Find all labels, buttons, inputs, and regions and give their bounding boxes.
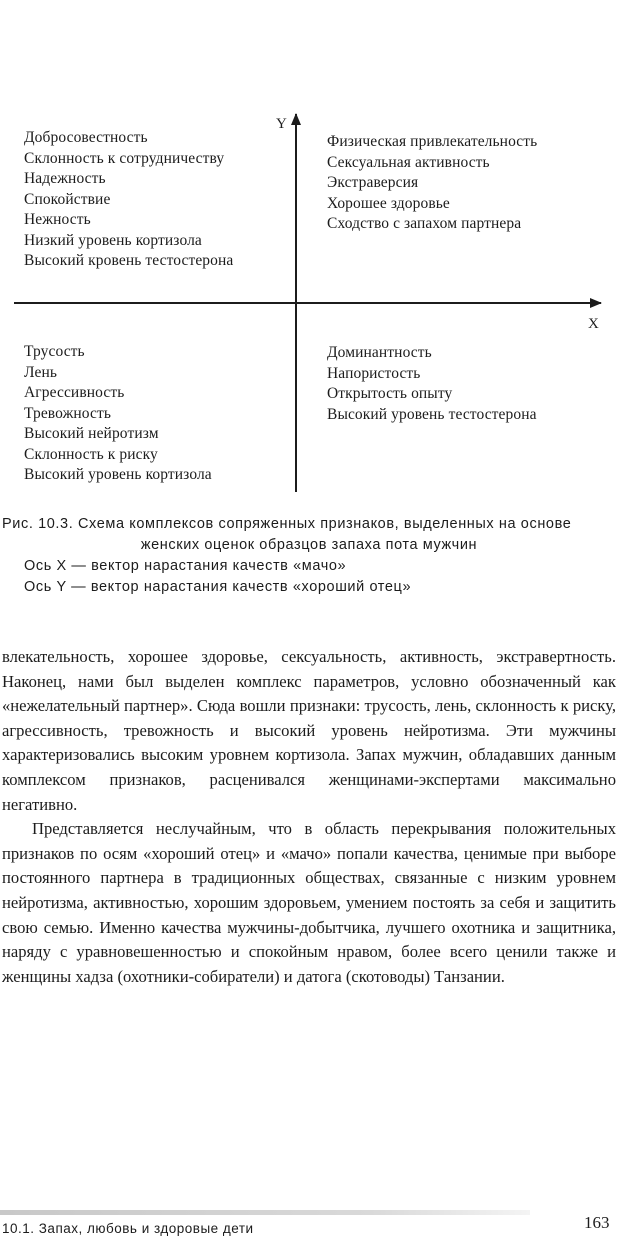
caption-title-continued: женских оценок образцов запаха пота мужчин	[140, 537, 478, 553]
figure-10-3	[0, 0, 620, 500]
trait-item: Физическая привлекательность	[327, 133, 538, 150]
trait-item: Низкий уровень кортизола	[24, 231, 202, 249]
paragraph: влекательность, хорошее здоровье, сексуальность, активность, экстравертность. Наконец, нами был выделен комплекс параметров, условно обозначенный как «нежелательный партнер». Сюда вошли признаки: трусость, лень, склонность к риску, агрессивность, тревожность и высокий уровень нейротизма. Эти мужчины характеризовались высоким уровнем кортизола. Запах мужчин, обладавших данным комплексом признаков, расценивался женщинами-экспертами максимально негативно.	[2, 647, 616, 814]
quadrant-top-right	[327, 132, 537, 235]
trait-item: Напористость	[327, 364, 421, 382]
trait-item: Лень	[24, 363, 58, 381]
trait-item: Сходство с запахом партнера	[327, 215, 522, 232]
trait-item: Хорошее здоровье	[327, 194, 450, 212]
trait-item: Добросовестность	[24, 129, 148, 146]
trait-item: Тревожность	[24, 404, 112, 422]
trait-item: Экстраверсия	[327, 174, 419, 191]
running-footer-section: 10.1. Запах, любовь и здоровые дети	[2, 1221, 254, 1236]
y-axis-label: Y	[276, 116, 287, 132]
quadrant-top-left	[24, 128, 233, 272]
trait-item: Доминантность	[327, 344, 432, 361]
trait-item: Склонность к риску	[24, 445, 158, 463]
trait-item: Высокий кровень тестостерона	[24, 252, 234, 269]
x-axis-label: X	[588, 316, 599, 332]
footer-rule	[0, 1210, 530, 1215]
caption-axis-x: Ось Х — вектор нарастания качеств «мачо»	[24, 558, 347, 574]
trait-item: Открытость опыту	[327, 385, 453, 402]
trait-item: Склонность к сотрудничеству	[24, 149, 225, 167]
trait-item: Нежность	[24, 211, 91, 228]
trait-item: Высокий уровень тестостерона	[327, 405, 537, 423]
trait-item: Высокий нейротизм	[24, 425, 159, 442]
figure-caption	[2, 514, 616, 598]
paragraph: Представляется неслучайным, что в область перекрывания положительных признаков по осям «хороший отец» и «мачо» попали качества, ценимые при выборе постоянного партнера в традиционных обществах, связанные с низким уровнем нейротизма, активностью, хорошим здоровьем, умением постоять за себя и защитить свою семью. Именно качества мужчины-добытчика, лучшего охотника и защитника, наряду с уравновешенностью и спокойным нравом, более всего ценили также и женщины хадза (охотники-собиратели) и датога (скотоводы) Танзании.	[2, 819, 616, 986]
quadrant-bottom-left	[24, 342, 212, 486]
trait-item: Надежность	[24, 170, 106, 187]
trait-item: Сексуальная активность	[327, 153, 490, 171]
trait-item: Высокий уровень кортизола	[24, 466, 212, 483]
caption-title: Рис. 10.3. Схема комплексов сопряженных признаков, выделенных на основе	[2, 516, 572, 532]
caption-axis-y: Ось Y — вектор нарастания качеств «хороший отец»	[24, 579, 412, 595]
trait-item: Спокойствие	[24, 190, 111, 208]
page-number: 163	[584, 1213, 610, 1232]
trait-item: Трусость	[24, 343, 85, 360]
body-text	[2, 645, 616, 989]
trait-item: Агрессивность	[24, 384, 125, 401]
quadrant-bottom-right	[327, 343, 537, 425]
